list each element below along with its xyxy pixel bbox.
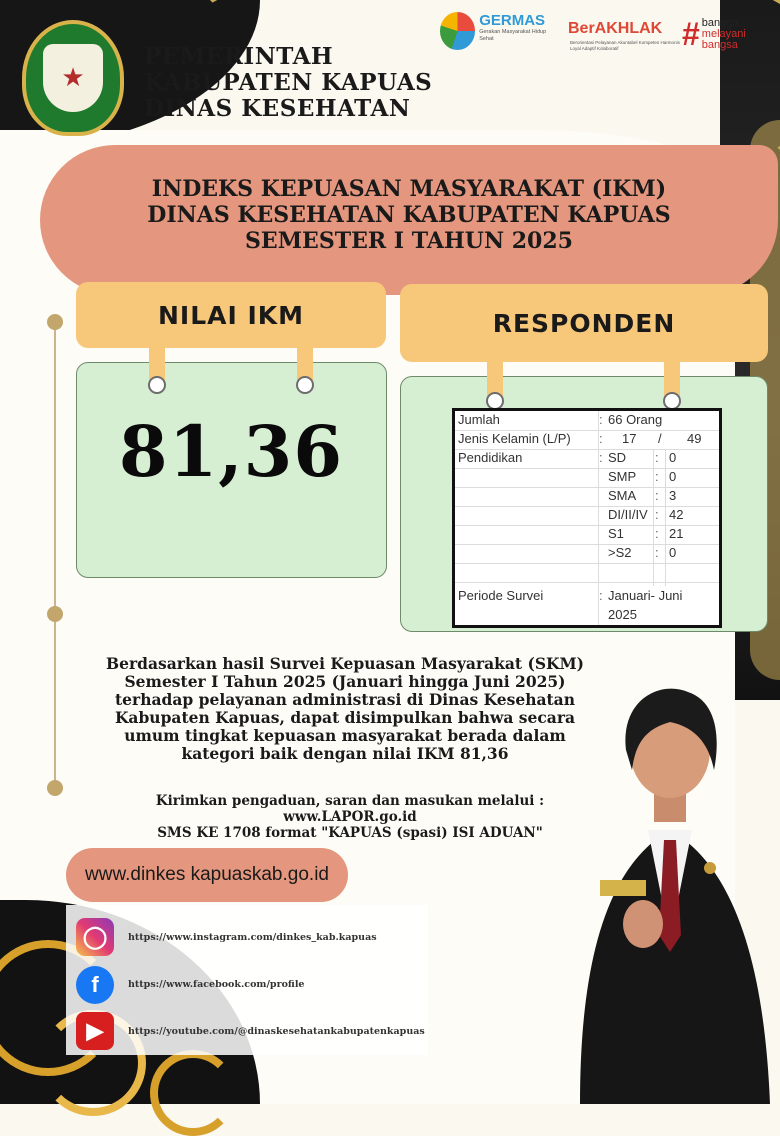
jumlah-label: Jumlah <box>458 412 500 427</box>
timeline-dot <box>47 606 63 622</box>
kabupaten-kapuas-emblem <box>22 20 124 136</box>
pendidikan-label: Pendidikan <box>458 450 523 465</box>
table-row <box>455 544 719 564</box>
bangga-word: bangga <box>701 17 739 29</box>
contact-line: Kirimkan pengaduan, saran dan masukan melalui : <box>155 793 545 809</box>
table-row <box>455 506 719 526</box>
dayak-swirl-ornament <box>150 1050 236 1136</box>
summary-paragraph <box>60 655 630 763</box>
summary-line: terhadap pelayanan administrasi di Dinas Kesehatan <box>115 690 575 709</box>
contact-info <box>90 793 610 841</box>
colon: : <box>655 450 659 465</box>
pendidikan-level: SMA <box>608 488 637 503</box>
periode-value: Januari- Juni <box>608 588 683 603</box>
website-link[interactable]: www.dinkes kapuaskab.go.id <box>66 848 348 902</box>
banner-line-3: SEMESTER I TAHUN 2025 <box>245 228 573 254</box>
berakhlak-logo: BerAKHLAK <box>568 20 663 37</box>
banner-line-1: INDEKS KEPUASAN MASYARAKAT (IKM) <box>151 176 667 202</box>
summary-line: kategori baik dengan nilai IKM 81,36 <box>181 744 509 763</box>
banner-line-2: DINAS KESEHATAN KABUPATEN KAPUAS <box>147 202 671 228</box>
germas-subtitle: Gerakan Masyarakat Hidup Sehat <box>479 29 547 42</box>
colon: : <box>599 431 603 446</box>
youtube-link[interactable]: https://youtube.com/@dinaskesehatankabupatenkapuas <box>128 1026 425 1037</box>
table-row <box>455 525 719 545</box>
summary-line: umum tingkat kepuasan masyarakat berada dalam <box>124 726 566 745</box>
pendidikan-level: >S2 <box>608 545 632 560</box>
instagram-icon[interactable]: ◯ <box>76 918 114 956</box>
berakhlak-subtitle: Berorientasi Pelayanan Akuntabel Kompeten Harmonis Loyal Adaptif Kolaboratif <box>570 40 680 51</box>
table-row <box>455 487 719 507</box>
pendidikan-level: SMP <box>608 469 637 484</box>
timeline-line <box>54 322 56 792</box>
colon: : <box>599 588 603 603</box>
pendidikan-count: 0 <box>669 469 677 484</box>
jenis-kelamin-l-value: 17 <box>622 431 637 446</box>
ikm-value: 81,36 <box>118 410 344 493</box>
responden-label: RESPONDEN <box>400 284 768 362</box>
jenis-kelamin-p-value: 49 <box>687 431 702 446</box>
official-portrait <box>560 680 780 1104</box>
table-row <box>455 430 719 450</box>
jumlah-value: 66 Orang <box>608 412 663 427</box>
table-row <box>455 563 719 583</box>
facebook-link[interactable]: https://www.facebook.com/profile <box>128 979 305 990</box>
colon: : <box>599 450 603 465</box>
colon: : <box>599 412 603 427</box>
timeline-dot <box>47 314 63 330</box>
colon: : <box>655 507 659 522</box>
bangsa-word: bangsa <box>701 39 738 51</box>
colon: : <box>655 545 659 560</box>
lapor-link[interactable]: www.LAPOR.go.id <box>283 809 417 825</box>
table-row <box>455 449 719 469</box>
table-row <box>455 411 719 431</box>
facebook-icon[interactable]: f <box>76 966 114 1004</box>
pendidikan-count: 3 <box>669 488 677 503</box>
table-row <box>455 587 719 627</box>
gov-line-3: DINAS KESEHATAN <box>144 95 411 122</box>
nilai-ikm-label: NILAI IKM <box>76 282 386 348</box>
binder-ring <box>148 376 166 394</box>
colon: : <box>655 526 659 541</box>
timeline-dot <box>47 780 63 796</box>
summary-line: Berdasarkan hasil Survei Kepuasan Masyarakat (SKM) <box>106 654 584 673</box>
colon: : <box>655 488 659 503</box>
pendidikan-count: 0 <box>669 450 677 465</box>
government-title <box>144 44 432 122</box>
summary-line: Kabupaten Kapuas, dapat disimpulkan bahwa secara <box>114 708 576 727</box>
pendidikan-count: 0 <box>669 545 677 560</box>
germas-name: GERMAS <box>479 12 546 29</box>
periode-year: 2025 <box>608 607 637 622</box>
jenis-kelamin-separator: / <box>658 431 662 446</box>
hashtag-icon: # <box>682 16 700 52</box>
gov-line-2: KABUPATEN KAPUAS <box>144 69 433 96</box>
germas-icon <box>440 12 475 50</box>
pendidikan-count: 21 <box>669 526 684 541</box>
binder-ring <box>296 376 314 394</box>
colon: : <box>655 469 659 484</box>
jenis-kelamin-label: Jenis Kelamin (L/P) <box>458 431 571 446</box>
sms-instruction: SMS KE 1708 format "KAPUAS (spasi) ISI ADUAN" <box>157 825 543 841</box>
pendidikan-level: S1 <box>608 526 624 541</box>
pendidikan-level: SD <box>608 450 627 465</box>
table-row <box>455 468 719 488</box>
instagram-link[interactable]: https://www.instagram.com/dinkes_kab.kapuas <box>128 932 377 943</box>
responden-table <box>452 408 722 628</box>
gov-line-1: PEMERINTAH <box>144 43 334 70</box>
germas-logo <box>440 12 556 54</box>
melayani-word: melayani <box>701 28 746 40</box>
banner-title <box>40 176 778 254</box>
summary-line: Semester I Tahun 2025 (Januari hingga Juni 2025) <box>124 672 566 691</box>
periode-label: Periode Survei <box>458 588 544 603</box>
emblem-shield-icon: ★ <box>43 44 103 112</box>
bangga-melayani-bangsa-logo <box>682 18 746 51</box>
pendidikan-count: 42 <box>669 507 684 522</box>
pendidikan-level: DI/II/IV <box>608 507 648 522</box>
youtube-icon[interactable]: ▶ <box>76 1012 114 1050</box>
